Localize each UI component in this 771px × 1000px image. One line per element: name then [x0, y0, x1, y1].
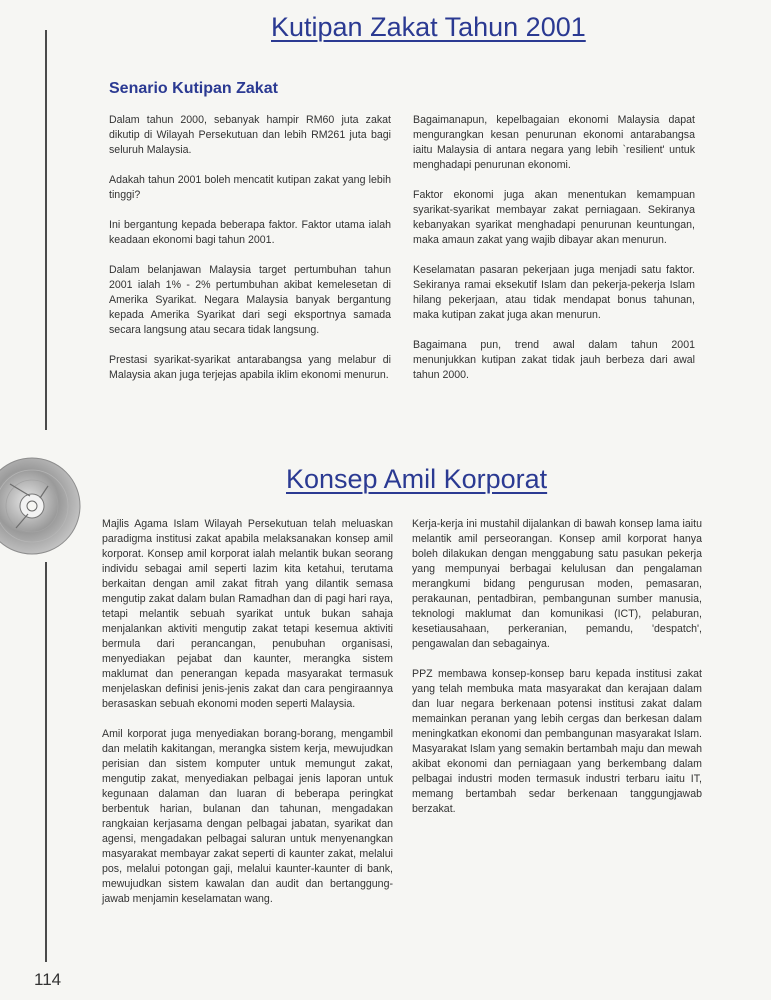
paragraph: Dalam belanjawan Malaysia target pertumbuhan tahun 2001 ialah 1% - 2% pertumbuhan akibat kemelesetan di Amerika Syarikat. Negara Malaysia banyak bergantung kepada Amerika Syarikat dari segi eksportnya samada secara langsung atau secara tidak langsung. [109, 264, 391, 336]
paragraph: PPZ membawa konsep-konsep baru kepada institusi zakat yang telah membuka mata masyarakat dan kerajaan dalam dan luar negara berkenaan potensi institusi zakat dalam memainkan peranan yang lebih cergas dan berkesan dalam meningkatkan ekonomi dan pembangunan masyarakat Islam. Masyarakat Islam yang semakin bertambah maju dan mewah akibat ekonomi dan perniagaan yang berkembang dalam pelbagai industri moden termasuk industri terbaru iaitu IT, memang bertambah sedar berkenaan tanggungjawab berzakat. [412, 668, 702, 815]
paragraph: Majlis Agama Islam Wilayah Persekutuan telah meluaskan paradigma institusi zakat apabila melaksanakan konsep amil korporat. Konsep amil korporat ialah melantik bukan seorang individu sebagai amil seperti lazim kita ketahui, terutama berkaitan dengan amil zakat fitrah yang dilantik semasa mengutip zakat dalam bulan Ramadhan dan di pagi hari raya, tetapi melantik sebuah syarikat untuk bukan sahaja menjalankan aktiviti mengutip zakat tetapi kesemua aktiviti bermula dari perancangan, penubuhan organisasi, menyediakan pejabat dan kaunter, merangka sistem maklumat dan penerangan kepada masyarakat termasuk menjelaskan definisi jenis-jenis zakat dan cara pengiraannya berasaskan sebuah ekonomi moden seperti Malaysia. [102, 518, 393, 710]
section2-right-column [412, 517, 702, 832]
section1-left-column [109, 113, 391, 398]
paragraph: Dalam tahun 2000, sebanyak hampir RM60 juta zakat dikutip di Wilayah Persekutuan dan lebih RM261 juta bagi seluruh Malaysia. [109, 114, 391, 156]
paragraph: Ini bergantung kepada beberapa faktor. Faktor utama ialah keadaan ekonomi bagi tahun 2001. [109, 219, 391, 246]
left-rule-bottom [45, 562, 47, 962]
section-title-kutipan-zakat: Kutipan Zakat Tahun 2001 [271, 12, 586, 42]
left-rule-top [45, 30, 47, 430]
page-number: 114 [34, 970, 62, 989]
paragraph: Kerja-kerja ini mustahil dijalankan di bawah konsep lama iaitu melantik amil perseorangan. Konsep amil korporat hanya boleh dilakukan dengan menggabung satu pasukan pekerja yang mempunyai berbagai kelulusan dan pengalaman merangkumi bidang pengurusan moden, pemasaran, perakaunan, pentadbiran, pembangunan sumber manusia, teknologi maklumat dan komunikasi (ICT), pelaburan, kesetiausahaan, perkeranian, pemandu, 'despatch', pengawalan dan sebagainya. [412, 518, 702, 650]
paragraph: Bagaimana pun, trend awal dalam tahun 2001 menunjukkan kutipan zakat tidak jauh berbeza dari awal tahun 2000. [413, 339, 695, 381]
cd-disc-icon [0, 436, 85, 564]
paragraph: Keselamatan pasaran pekerjaan juga menjadi satu faktor. Sekiranya ramai eksekutif Islam dan pekerja-pekerja Islam hilang pekerjaan, atau tidak mendapat bonus tahunan, maka kutipan zakat juga akan menurun. [413, 264, 695, 321]
paragraph: Amil korporat juga menyediakan borang-borang, mengambil dan melatih kakitangan, merangka sistem kerja, mewujudkan perisian dan sistem komputer untuk memungut zakat, mengutip zakat, menyediakan pelbagai jenis laporan untuk kegunaan dalaman dan luaran di beberapa peringkat berbentuk harian, bulanan dan tahunan, mengadakan rangkaian kerjasama dengan pelbagai jabatan, syarikat dan agensi, mengadakan pelbagai saluran untuk menyenangkan masyarakat membayar zakat seperti di kaunter zakat, melalui pos, melalui potongan gaji, melalui kaunter-kaunter di bank, mewujudkan sistem kawalan dan audit dan bertanggung-jawab menjamin keselamatan wang. [102, 728, 393, 905]
section-title-konsep-amil: Konsep Amil Korporat [286, 464, 548, 494]
paragraph: Bagaimanapun, kepelbagaian ekonomi Malaysia dapat mengurangkan kesan penurunan ekonomi antarabangsa iaitu Malaysia di antara negara yang lebih `resilient' untuk menghadapi penurunan ekonomi. [413, 114, 695, 171]
section1-right-column [413, 113, 695, 398]
paragraph: Adakah tahun 2001 boleh mencatit kutipan zakat yang lebih tinggi? [109, 174, 391, 201]
paragraph: Prestasi syarikat-syarikat antarabangsa yang melabur di Malaysia akan juga terjejas apabila iklim ekonomi menurun. [109, 354, 391, 381]
paragraph: Faktor ekonomi juga akan menentukan kemampuan syarikat-syarikat membayar zakat perniagaan. Sekiranya kebanyakan syarikat menghadapi penurunan keuntungan, maka amaun zakat yang wajib dibayar akan menurun. [413, 189, 695, 246]
section2-left-column [102, 517, 393, 922]
cd-logo-image [0, 436, 85, 564]
subtitle-senario-kutipan: Senario Kutipan Zakat [109, 80, 278, 97]
